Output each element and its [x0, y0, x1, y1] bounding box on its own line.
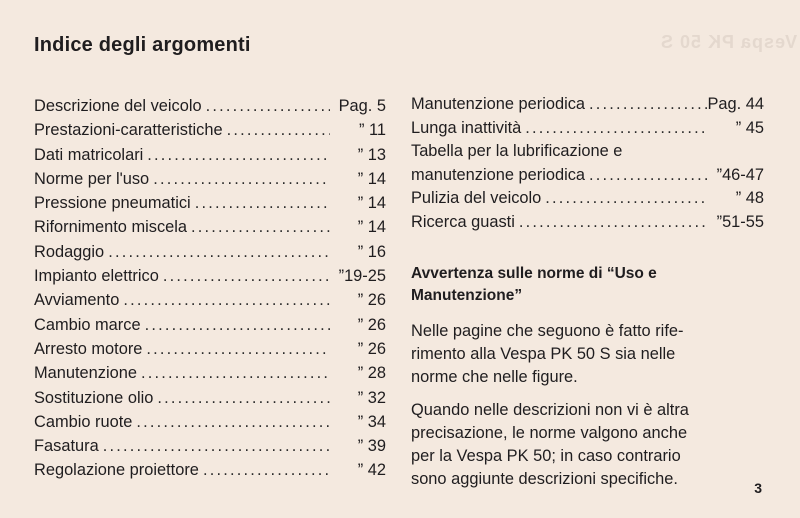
- notice-heading-line: Manutenzione”: [411, 287, 523, 304]
- toc-entry: [411, 139, 764, 186]
- paragraph-line: precisazione, le norme valgono anche: [411, 424, 688, 442]
- toc-entry-label: Avviamento: [34, 291, 120, 310]
- dot-leader: [153, 386, 330, 410]
- toc-entry: [34, 94, 386, 118]
- toc-entry-label: Prestazioni-caratteristiche: [34, 121, 223, 140]
- dot-leader: [585, 92, 707, 116]
- bleed-through-text: Vespa PK 50 S: [660, 32, 798, 52]
- toc-left-column: [34, 94, 386, 483]
- paragraph-line: sono aggiunte descrizioni specifiche.: [411, 470, 678, 488]
- dot-leader: [104, 240, 330, 264]
- toc-entry-label: Cambio marce: [34, 315, 141, 334]
- dot-leader: [541, 186, 708, 210]
- dot-leader: [99, 434, 330, 458]
- dot-leader: [132, 410, 330, 434]
- paragraph-line: norme che nelle figure.: [411, 368, 578, 386]
- toc-entry: [34, 240, 386, 264]
- toc-entry: [34, 410, 386, 434]
- toc-entry-page: ” 48: [735, 189, 764, 208]
- toc-entry-page: ” 26: [357, 315, 386, 334]
- toc-entry: [34, 337, 386, 361]
- paragraph-line: rimento alla Vespa PK 50 S sia nelle: [411, 345, 676, 363]
- toc-entry-page: ”19-25: [338, 267, 386, 286]
- toc-entry-label: Sostituzione olio: [34, 388, 154, 407]
- toc-entry: [34, 167, 386, 191]
- toc-entry-label: Manutenzione periodica: [411, 95, 586, 113]
- toc-entry: [34, 118, 386, 142]
- toc-entry-page: Pag. 44: [707, 95, 764, 113]
- toc-entry: [411, 92, 764, 116]
- toc-entry: [34, 458, 386, 482]
- paragraph-line: Quando nelle descrizioni non vi è altra: [411, 401, 689, 419]
- toc-right-column: [411, 92, 764, 234]
- toc-entry-label: manutenzione periodica: [411, 165, 586, 184]
- toc-entry-label: Dati matricolari: [34, 145, 144, 164]
- toc-entry-label: Arresto motore: [34, 339, 143, 358]
- toc-entry-label: Manutenzione: [34, 364, 137, 383]
- notice-heading-line: Avvertenza sulle norme di “Uso e: [411, 265, 657, 282]
- toc-entry-page: ” 45: [735, 118, 764, 137]
- paragraph-line: Nelle pagine che seguono è fatto rife-: [411, 322, 684, 340]
- toc-entry-label: Norme per l'uso: [34, 169, 150, 188]
- dot-leader: [119, 288, 330, 312]
- dot-leader: [585, 163, 708, 187]
- dot-leader: [142, 337, 330, 361]
- toc-entry: [34, 288, 386, 312]
- dot-leader: [521, 116, 708, 140]
- toc-entry-label: Lunga inattività: [411, 118, 522, 137]
- dot-leader: [137, 361, 330, 385]
- notice-paragraph-1: [411, 320, 766, 389]
- toc-entry-label: Cambio ruote: [34, 412, 133, 431]
- toc-entry-label: Rifornimento miscela: [34, 218, 188, 237]
- toc-entry-page: ”51-55: [716, 212, 764, 231]
- toc-entry-page: ” 42: [357, 461, 386, 480]
- toc-entry: [34, 313, 386, 337]
- dot-leader: [143, 143, 330, 167]
- toc-entry: [34, 434, 386, 458]
- page-title: Indice degli argomenti: [34, 34, 251, 56]
- dot-leader: [141, 313, 330, 337]
- dot-leader: [515, 210, 708, 234]
- notice-paragraph-2: [411, 399, 766, 491]
- toc-entry-page: ” 14: [357, 169, 386, 188]
- toc-entry: [34, 191, 386, 215]
- toc-entry-label: Tabella per la lubrificazione e: [411, 142, 623, 161]
- toc-entry-page: ” 14: [357, 218, 386, 237]
- toc-entry-label: Rodaggio: [34, 242, 105, 261]
- toc-entry: [411, 116, 764, 140]
- dot-leader: [191, 191, 330, 215]
- toc-entry-label: Pressione pneumatici: [34, 194, 191, 213]
- dot-leader: [223, 118, 330, 142]
- toc-entry-page: ” 13: [357, 145, 386, 164]
- toc-entry-page: ” 32: [357, 388, 386, 407]
- toc-entry-page: ” 26: [357, 291, 386, 310]
- toc-entry-label: Descrizione del veicolo: [34, 97, 202, 115]
- toc-entry-page: ” 11: [358, 121, 386, 140]
- dot-leader: [202, 94, 330, 118]
- toc-entry: [411, 186, 764, 210]
- toc-entry: [34, 264, 386, 288]
- notice-heading: [411, 263, 771, 307]
- dot-leader: [159, 264, 330, 288]
- dot-leader: [149, 167, 330, 191]
- dot-leader: [199, 458, 330, 482]
- toc-entry-label: Pulizia del veicolo: [411, 189, 542, 208]
- toc-entry-page: ” 34: [357, 412, 386, 431]
- paragraph-line: per la Vespa PK 50; in caso contrario: [411, 447, 681, 465]
- toc-entry-label: Ricerca guasti: [411, 212, 515, 231]
- toc-entry-label: Fasatura: [34, 437, 99, 456]
- toc-entry: [34, 361, 386, 385]
- page-number: 3: [754, 480, 762, 496]
- toc-entry-page: ” 28: [357, 364, 386, 383]
- toc-entry-label: Impianto elettrico: [34, 267, 159, 286]
- toc-entry-page: ”46-47: [716, 165, 764, 184]
- toc-entry-label: Regolazione proiettore: [34, 461, 199, 480]
- toc-entry: [34, 215, 386, 239]
- toc-entry-page: ” 39: [357, 437, 386, 456]
- toc-entry-page: ” 14: [357, 194, 386, 213]
- toc-entry-page: ” 16: [357, 242, 386, 261]
- toc-entry: [34, 143, 386, 167]
- toc-entry-page: Pag. 5: [338, 97, 386, 115]
- toc-entry: [34, 386, 386, 410]
- toc-entry: [411, 210, 764, 234]
- toc-entry-page: ” 26: [357, 339, 386, 358]
- dot-leader: [187, 215, 330, 239]
